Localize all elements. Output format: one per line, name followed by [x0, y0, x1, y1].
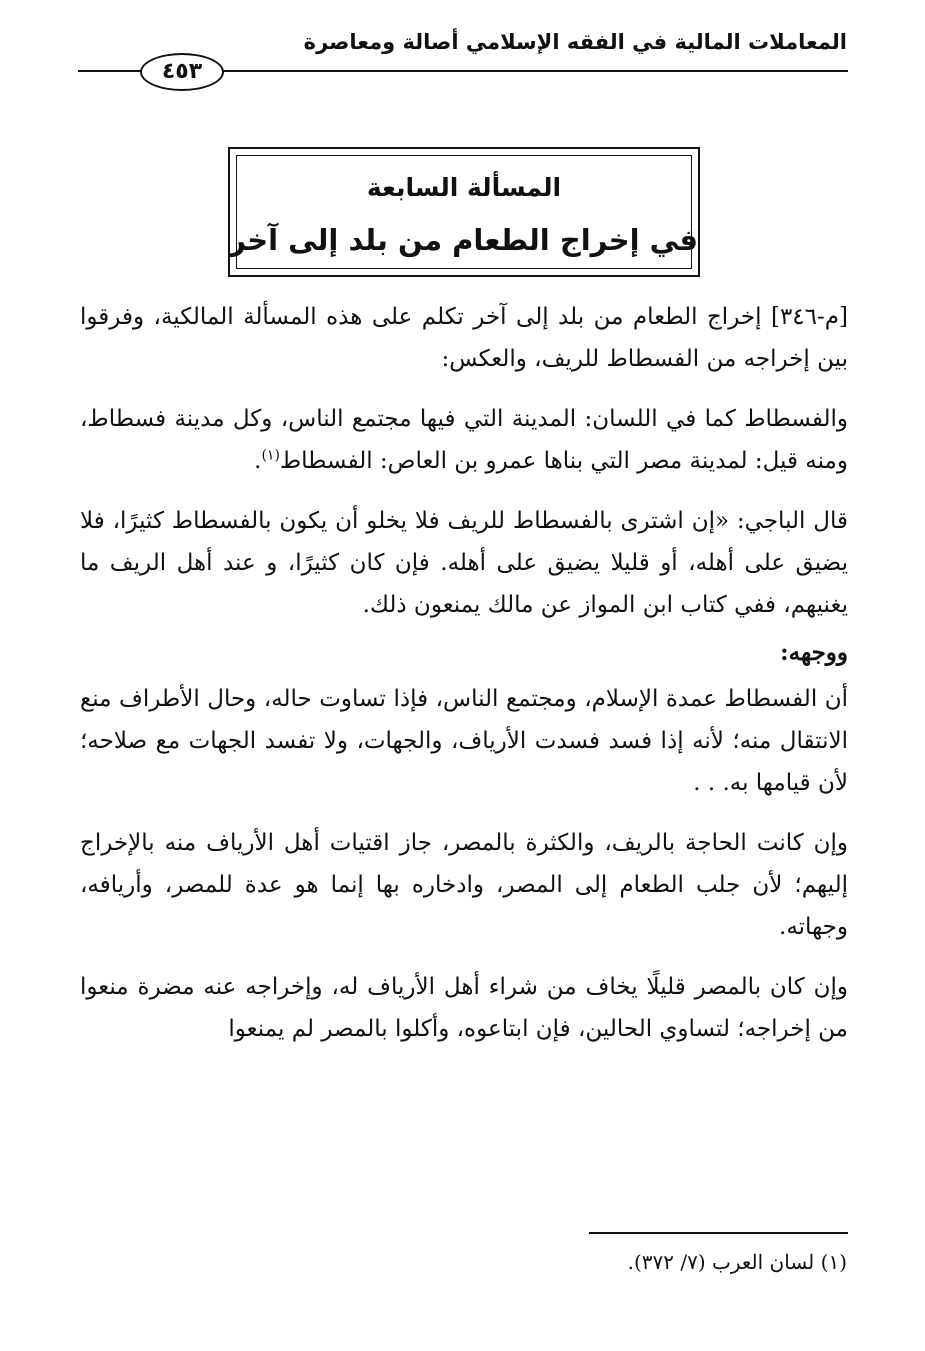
running-title: المعاملات المالية في الفقه الإسلامي أصالة ومعاصرة: [303, 30, 847, 54]
page-number-text: ٤٥٣: [161, 59, 203, 84]
footnote-ref-1[interactable]: (١): [261, 447, 280, 464]
footnote-1: (١) لسان العرب (٧/ ٣٧٢).: [627, 1250, 847, 1274]
paragraph-5: أن الفسطاط عمدة الإسلام، ومجتمع الناس، فإذا تساوت حاله، وحال الأطراف منع الانتقال منه؛ لأنه إذا فسد فسدت الأرياف، والجهات، ولا تفسد الجهات مع صلاحه؛ لأن قيامها به. . .: [80, 686, 848, 796]
paragraph-2-end: .: [254, 448, 262, 474]
paragraph-2-text: والفسطاط كما في اللسان: المدينة التي فيها مجتمع الناس، وكل مدينة فسطاط، ومنه قيل: لمدينة مصر التي بناها عمرو بن العاص: الفسطاط: [80, 406, 848, 474]
body-text: [80, 296, 848, 1068]
paragraph-1: [م-٣٤٦] إخراج الطعام من بلد إلى آخر تكلم على هذه المسألة المالكية، وفرقوا بين إخراجه من الفسطاط للريف، والعكس:: [80, 304, 848, 372]
section-title-line-2: في إخراج الطعام من بلد إلى آخر: [229, 223, 698, 257]
paragraph-3: قال الباجي: «إن اشترى بالفسطاط للريف فلا يخلو أن يكون بالفسطاط كثيرًا، فلا يضيق على أهله، أو قليلا يضيق على أهله. فإن كان كثيرًا، و عند أهل الريف ما يغنيهم، ففي كتاب ابن المواز عن مالك يمنعون ذلك.: [80, 508, 848, 618]
paragraph-4-heading: ووجهه:: [780, 639, 848, 666]
section-title-line-1: المسألة السابعة: [366, 173, 562, 202]
paragraph-6: وإن كانت الحاجة بالريف، والكثرة بالمصر، جاز اقتيات أهل الأرياف منه بالإخراج إليهم؛ لأن جلب الطعام إلى المصر، وادخاره بها إنما هو عدة للمصر، وأريافه، وجهاته.: [80, 830, 848, 940]
page-number: [140, 53, 224, 91]
paragraph-7: وإن كان بالمصر قليلًا يخاف من شراء أهل الأرياف له، وإخراجه عنه مضرة منعوا من إخراجه؛ لتساوي الحالين، فإن ابتاعوه، وأكلوا بالمصر لم يمنعوا: [80, 974, 848, 1042]
paragraph-2: [80, 398, 848, 482]
section-title-box: [228, 147, 700, 277]
footnote-rule: [589, 1232, 848, 1234]
